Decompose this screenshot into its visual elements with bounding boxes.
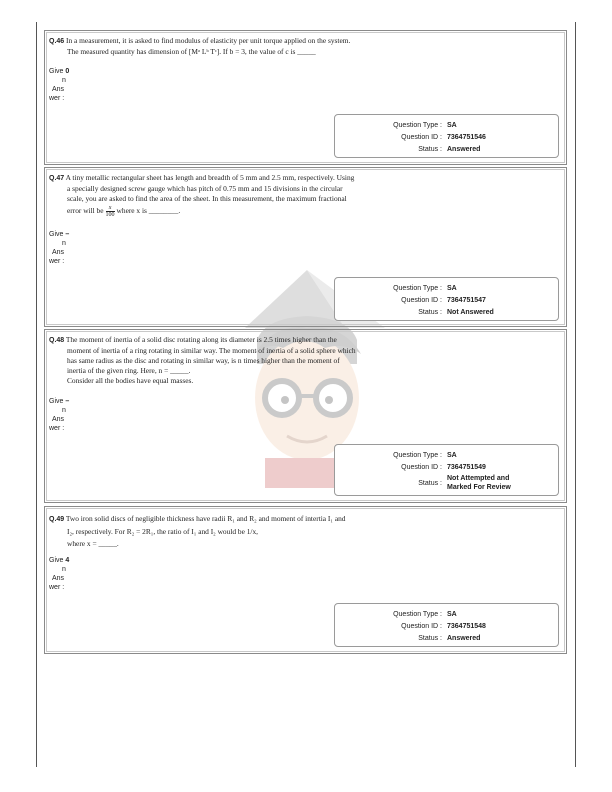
answer-value: – [65,231,70,238]
page-frame-right [575,22,576,767]
question-text: Q.48 The moment of inertia of a solid disc rotating along its diameter is 2.5 times higher than the moment of inertia of a ring rotating in similar way. The moment of inertia of a solid sphere which has same radius as the disc and rotating in similar way, is n times higher than the moment of inertia of the given ring. Here, n = _____. Consider all the bodies have equal masses. [49,335,356,385]
question-type: SA [447,285,457,292]
question-card-49 [44,506,567,654]
question-text: Q.46 In a measurement, it is asked to find modulus of elasticity per unit torque applied on the system. The measured quantity has dimension of [Mᵃ Lᵇ Tᶜ]. If b = 3, the value of c is _____ [49,36,351,56]
question-id: 7364751547 [447,297,486,304]
status-badge: Not Answered [447,309,494,316]
status-badge: Answered [447,635,481,642]
question-number: Q.47 [49,175,65,182]
fraction: $\frac{x}{100}$ [105,204,115,218]
question-card-47 [44,167,567,327]
given-answer: Give – n Ans wer : [49,231,70,265]
question-meta-box: Question Type : SA Question ID : 7364751547 Status : Not Answered [334,277,559,321]
question-number: Q.48 [49,337,65,344]
question-meta-box: Question Type : SA Question ID : 7364751548 Status : Answered [334,603,559,647]
status-badge-line2: Marked For Review [447,484,511,491]
question-number: Q.46 [49,38,65,45]
question-meta-box: Question Type : SA Question ID : 7364751549 Status : Not Attempted and Marked For Review [334,444,559,496]
page-frame-left [36,22,37,767]
question-card-46 [44,30,567,165]
question-id: 7364751546 [447,134,486,141]
question-id: 7364751549 [447,464,486,471]
status-badge: Not Attempted and [447,475,510,482]
question-meta-box: Question Type : SA Question ID : 7364751546 Status : Answered [334,114,559,158]
question-type: SA [447,452,457,459]
given-answer: Give 0 n Ans wer : [49,68,70,102]
answer-value: 0 [65,68,70,75]
answer-value: 4 [65,557,70,564]
answer-value: – [65,398,70,405]
question-id: 7364751548 [447,623,486,630]
question-text: Q.47 A tiny metallic rectangular sheet has length and breadth of 5 mm and 2.5 mm, respectively. Using a specially designed screw gauge which has pitch of 0.75 mm and 15 divisions in the circular scale, you are asked to find the area of the sheet. In this measurement, the maximum fractional error will be $\frac{x}{100}$ where x is ________. [49,173,355,218]
given-answer: Give – n Ans wer : [49,398,70,432]
question-text: Q.49 Two iron solid discs of negligible thickness have radii R₁ and R₂ and moment of intertia I₁ and I₂, respectively. For R₂ = 2R₁, the ratio of I₁ and I₂ would be 1/x, where x = _____. [49,514,346,548]
given-answer: Give 4 n Ans wer : [49,557,70,591]
question-number: Q.49 [49,516,65,523]
status-badge: Answered [447,146,481,153]
question-card-48 [44,329,567,503]
question-type: SA [447,611,457,618]
question-type: SA [447,122,457,129]
